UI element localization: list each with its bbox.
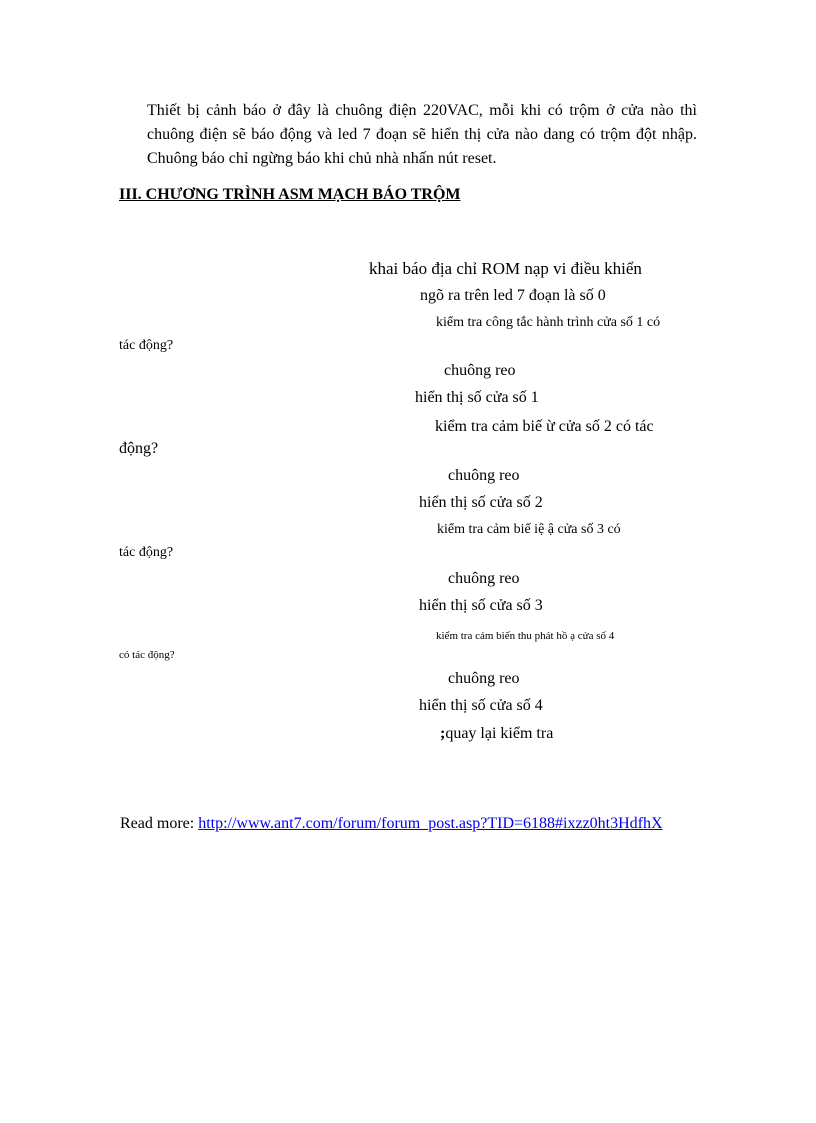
program-line: hiển thị số cửa số 3 <box>419 597 543 614</box>
program-line: chuông reo <box>448 670 520 687</box>
program-line: hiển thị số cửa số 1 <box>415 389 539 406</box>
read-more-link[interactable]: http://www.ant7.com/forum/forum_post.asp?TID=6188#ixzz0ht3HdfhX <box>198 815 663 832</box>
program-line: chuông reo <box>448 570 520 587</box>
program-line: ngõ ra trên led 7 đoạn là số 0 <box>420 287 606 304</box>
program-line: tác động? <box>119 338 174 353</box>
program-line: chuông reo <box>448 467 520 484</box>
read-more-label: Read more: <box>120 815 199 832</box>
program-line: kiểm tra cảm biến thu phát hồ ạ cửa số 4 <box>436 630 615 642</box>
semicolon-prefix: ; <box>440 725 446 742</box>
program-line: có tác động? <box>119 649 175 661</box>
program-line: hiển thị số cửa số 4 <box>419 697 543 714</box>
program-line: kiểm tra cảm biế iệ ậ cửa số 3 có <box>437 522 621 537</box>
program-line: kiểm tra cảm biế ừ cửa số 2 có tác <box>435 418 654 435</box>
program-line <box>440 725 553 743</box>
program-line: khai báo địa chỉ ROM nạp vi điều khiển <box>369 259 642 278</box>
program-line: chuông reo <box>444 362 516 379</box>
program-line: tác động? <box>119 545 174 560</box>
program-line: kiểm tra công tắc hành trình cửa số 1 có <box>436 315 661 330</box>
return-label: quay lại kiểm tra <box>445 725 554 742</box>
read-more <box>120 815 663 833</box>
intro-paragraph: Thiết bị cảnh báo ở đây là chuông điện 220VAC, mỗi khi có trộm ở cửa nào thì chuông điện sẽ báo động và led 7 đoạn sẽ hiển thị cửa nào dang có trộm đột nhập. Chuông báo chỉ ngừng báo khi chủ nhà nhấn nút reset. <box>147 102 697 167</box>
program-line: động? <box>119 440 159 457</box>
program-line: hiển thị số cửa số 2 <box>419 494 543 511</box>
section-heading: III. CHƯƠNG TRÌNH ASM MẠCH BÁO TRỘM <box>119 186 461 203</box>
